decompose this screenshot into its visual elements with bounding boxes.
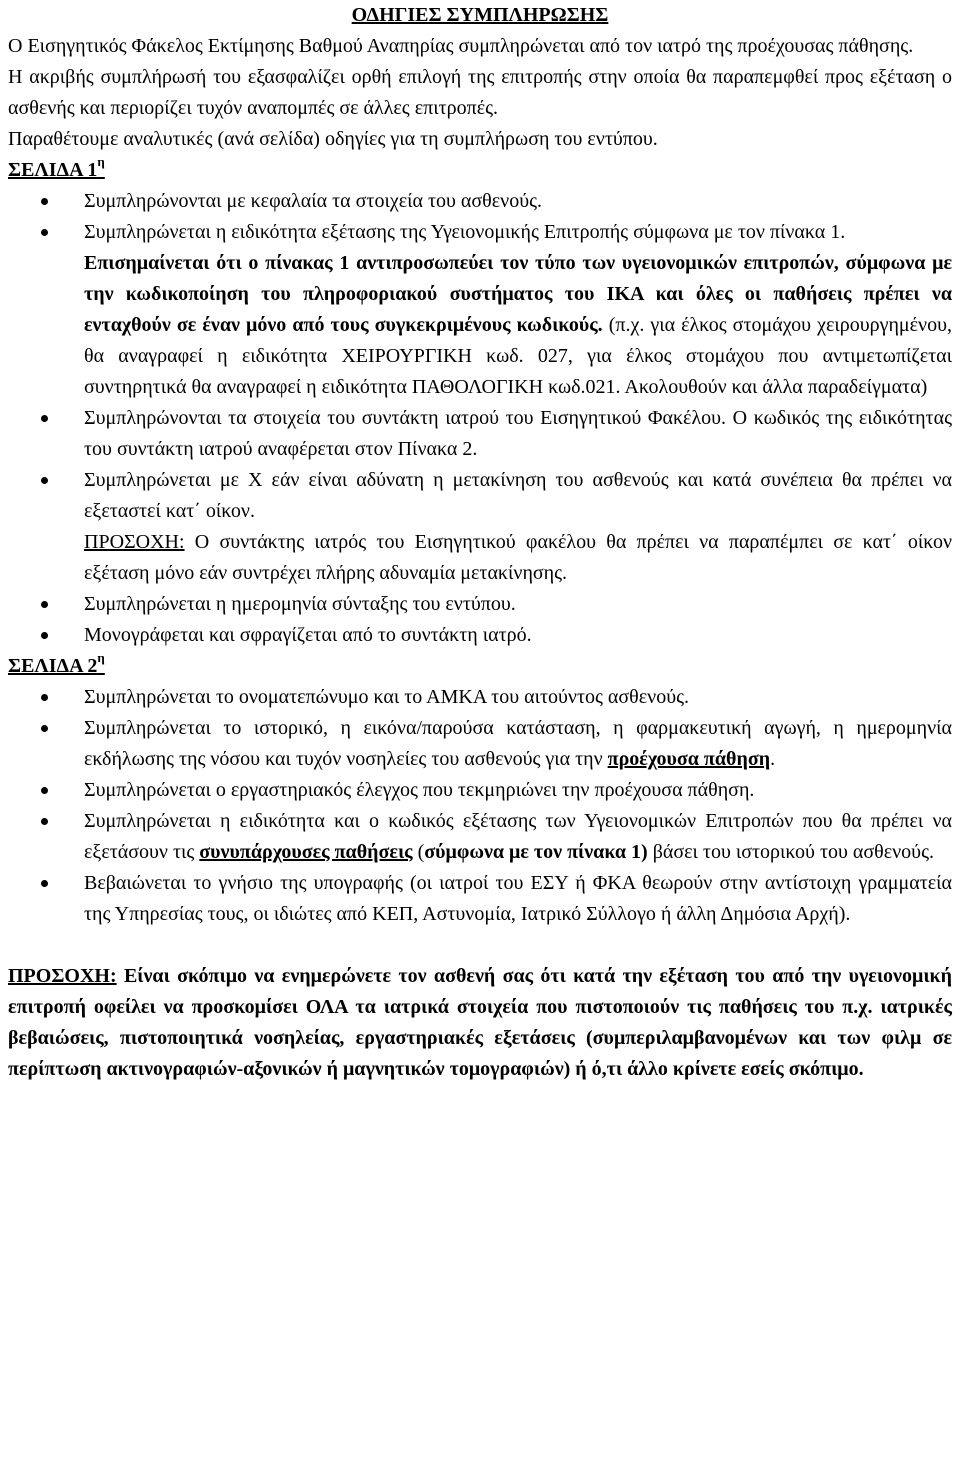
- page1-heading-sup: η: [97, 154, 105, 170]
- page2-heading-sup: η: [97, 650, 105, 666]
- bullet-icon: [41, 198, 48, 205]
- list-item: [8, 403, 952, 465]
- list-item-text: Συμπληρώνεται η ειδικότητα και ο κωδικός εξέτασης των Υγειονομικών Επιτροπών που θα πρέπει να εξετάσουν τις: [84, 810, 952, 863]
- table1-note: [8, 248, 952, 403]
- page1-heading-text: ΣΕΛΙΔΑ 1: [8, 159, 98, 181]
- primary-condition-emphasis: προέχουσα πάθηση: [607, 748, 771, 770]
- intro-paragraph-3: Παραθέτουμε αναλυτικές (ανά σελίδα) οδηγίες για τη συμπλήρωση του εντύπου.: [8, 128, 658, 150]
- page2-list: [8, 682, 952, 930]
- list-item: [8, 465, 952, 527]
- page2-heading: [8, 651, 952, 682]
- bullet-icon: [41, 477, 48, 484]
- page1-list: [8, 186, 952, 248]
- bullet-icon: [41, 725, 48, 732]
- final-caution-text: Είναι σκόπιμο να ενημερώνετε τον ασθενή σας ότι κατά την εξέταση του από την υγειονομική επιτροπή οφείλει να προσκομίσει ΟΛΑ τα ιατρικά στοιχεία που πιστοποιούν τις παθήσεις του π.χ. ιατρικές βεβαιώσεις, πιστοποιητικά νοσηλείας, εργαστηριακές εξετάσεις (συμπεριλαμβανομένων και των φιλμ σε περίπτωση ακτινογραφιών-αξονικών ή μαγνητικών τομογραφιών) ή ό,τι άλλο κρίνετε εσείς σκόπιμο.: [8, 965, 952, 1080]
- bullet-icon: [41, 694, 48, 701]
- list-item: [8, 868, 952, 930]
- page1-list-end: [8, 589, 952, 651]
- list-item-text-paren: (: [412, 841, 425, 863]
- list-item-text: Συμπληρώνονται με κεφαλαία τα στοιχεία του ασθενούς.: [84, 190, 543, 212]
- final-caution: [8, 961, 952, 1085]
- table1-note-examples: (π.χ. για έλκος στομάχου χειρουργημένου, θα αναγραφεί η ειδικότητα ΧΕΙΡΟΥΡΓΙΚΗ κωδ. 027, για έλκος στομάχου που αντιμετωπίζεται συντηρητικά θα αναγραφεί η ειδικότητα ΠΑΘΟΛΟΓΙΚΗ κωδ.021. Ακολουθούν και άλλα παραδείγματα): [84, 314, 952, 398]
- document-title: ΟΔΗΓΙΕΣ ΣΥΜΠΛΗΡΩΣΗΣ: [351, 4, 609, 26]
- list-item-text: Μονογράφεται και σφραγίζεται από το συντάκτη ιατρό.: [84, 624, 532, 646]
- coexisting-conditions-emphasis: συνυπάρχουσες παθήσεις: [199, 841, 413, 863]
- bullet-icon: [41, 229, 48, 236]
- list-item: [8, 620, 952, 651]
- list-item: [8, 713, 952, 775]
- list-item: [8, 217, 952, 248]
- intro-paragraph-1: Ο Εισηγητικός Φάκελος Εκτίμησης Βαθμού Αναπηρίας συμπληρώνεται από τον ιατρό της προέχουσας πάθησης.: [8, 35, 914, 57]
- bullet-icon: [41, 632, 48, 639]
- page2-heading-text: ΣΕΛΙΔΑ 2: [8, 655, 98, 677]
- list-item-text: Συμπληρώνεται η ημερομηνία σύνταξης του εντύπου.: [84, 593, 516, 615]
- table1-reference-emphasis: σύμφωνα με τον πίνακα 1): [424, 841, 648, 863]
- bullet-icon: [41, 880, 48, 887]
- home-visit-caution: [8, 527, 952, 589]
- bullet-icon: [41, 818, 48, 825]
- list-item-text-end: .: [770, 748, 776, 770]
- list-item: [8, 589, 952, 620]
- list-item: [8, 806, 952, 868]
- table1-note-bold: Επισημαίνεται ότι ο πίνακας 1 αντιπροσωπεύει τον τύπο των υγειονομικών επιτροπών, σύμφωνα με την κωδικοποίηση του πληροφοριακού συστήματος του ΙΚΑ και όλες οι παθήσεις πρέπει να ενταχθούν σε έναν μόνο από τους συγκεκριμένους κωδικούς.: [84, 252, 952, 336]
- page1-list-continued: [8, 403, 952, 527]
- list-item-text: Συμπληρώνεται η ειδικότητα εξέτασης της Υγειονομικής Επιτροπής σύμφωνα με τον πίνακα 1.: [84, 221, 846, 243]
- list-item-text: Συμπληρώνεται ο εργαστηριακός έλεγχος που τεκμηριώνει την προέχουσα πάθηση.: [84, 779, 755, 801]
- list-item-text: Συμπληρώνονται τα στοιχεία του συντάκτη ιατρού του Εισηγητικού Φακέλου. Ο κωδικός της ειδικότητας του συντάκτη ιατρού αναφέρεται στον Πίνακα 2.: [84, 407, 952, 460]
- home-visit-caution-label: ΠΡΟΣΟΧΗ:: [84, 531, 185, 553]
- list-item-text: Συμπληρώνεται το ονοματεπώνυμο και το ΑΜΚΑ του αιτούντος ασθενούς.: [84, 686, 690, 708]
- final-caution-label: ΠΡΟΣΟΧΗ:: [8, 965, 117, 987]
- home-visit-caution-text: Ο συντάκτης ιατρός του Εισηγητικού φακέλου θα πρέπει να παραπέμπει σε κατ΄ οίκον εξέταση μόνο εάν συντρέχει πλήρης αδυναμία μετακίνησης.: [84, 531, 952, 584]
- list-item: [8, 775, 952, 806]
- bullet-icon: [41, 787, 48, 794]
- intro-paragraph-2: Η ακριβής συμπλήρωσή του εξασφαλίζει ορθή επιλογή της επιτροπής στην οποία θα παραπεμφθεί προς εξέταση ο ασθενής και περιορίζει τυχόν αναπομπές σε άλλες επιτροπές.: [8, 66, 952, 119]
- list-item-text: Συμπληρώνεται με Χ εάν είναι αδύνατη η μετακίνηση του ασθενούς και κατά συνέπεια θα πρέπει να εξεταστεί κατ΄ οίκον.: [84, 469, 952, 522]
- bullet-icon: [41, 601, 48, 608]
- list-item: [8, 682, 952, 713]
- list-item: [8, 186, 952, 217]
- page1-heading: [8, 155, 952, 186]
- list-item-text: Βεβαιώνεται το γνήσιο της υπογραφής (οι ιατροί του ΕΣΥ ή ΦΚΑ θεωρούν στην αντίστοιχη γραμματεία της Υπηρεσίας τους, οι ιδιώτες από ΚΕΠ, Αστυνομία, Ιατρικό Σύλλογο ή άλλη Δημόσια Αρχή).: [84, 872, 952, 925]
- list-item-text: Συμπληρώνεται το ιστορικό, η εικόνα/παρούσα κατάσταση, η φαρμακευτική αγωγή, η ημερομηνία εκδήλωσης της νόσου και τυχόν νοσηλείες του ασθενούς για την: [84, 717, 952, 770]
- bullet-icon: [41, 415, 48, 422]
- list-item-text-end: βάσει του ιστορικού του ασθενούς.: [647, 841, 934, 863]
